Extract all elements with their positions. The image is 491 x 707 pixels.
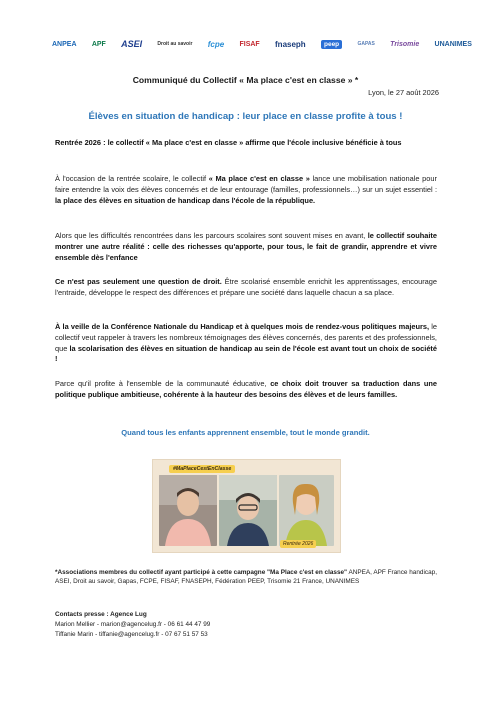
- logo-unanimes: [435, 41, 472, 48]
- p5-bold-1: À la veille de la Conférence Nationale du Handicap et à quelques mois de rendez-vous politiques majeurs,: [55, 322, 430, 331]
- contact-line-1: Marion Mellier - marion@agencelug.fr - 06 61 44 47 99: [55, 620, 211, 628]
- press-contacts: [55, 610, 210, 639]
- logo-droit-au-savoir: [157, 41, 192, 47]
- footnote-bold: *Associations membres du collectif ayant participé à cette campagne "Ma Place c'est en classe": [55, 569, 348, 576]
- p4-text-1: Être scolarisé ensemble enrichit les apprentissages, encourage l'entraide, développe le respect des différences et prépare une société dans laquelle chacun a sa place.: [55, 277, 437, 297]
- logo-asei-text: ASEI: [121, 39, 143, 49]
- p4-bold-1: Ce n'est pas seulement une question de droit.: [55, 277, 222, 286]
- paragraph-rights: [55, 277, 437, 299]
- logo-fnaseph-text: fnaseph: [275, 39, 306, 49]
- photo-child-2-image: [219, 475, 277, 546]
- photo-child-1-image: [159, 475, 217, 546]
- p6-text-1: Parce qu'il profite à l'ensemble de la communauté éducative,: [55, 379, 271, 388]
- p2-text-2: lance une mobilisation nationale pour faire entendre la voix des élèves concernés et de leur entourage (familles, professionnels…) sur un sujet essentiel :: [55, 174, 437, 194]
- logo-trisomie: [390, 41, 419, 48]
- photo-child-3: [279, 475, 334, 546]
- rentree-badge: Rentrée 2026: [280, 540, 316, 548]
- photo-child-3-image: [279, 475, 334, 546]
- logo-anpea-text: ANPEA: [52, 40, 77, 48]
- paragraph-policy: [55, 379, 437, 401]
- footnote-text: ANPEA, APF France handicap, ASEI, Droit au savoir, Gapas, FCPE, FISAF, FNASEPH, Fédération PEEP, Trisomie 21 France, UNANIMES: [55, 569, 437, 586]
- logo-apf: [92, 41, 106, 48]
- footnote: [55, 568, 445, 587]
- press-date: Lyon, le 27 août 2026: [368, 88, 439, 97]
- partner-logos: [52, 34, 472, 54]
- paragraph-intro: [55, 138, 437, 149]
- p2-bold-1: « Ma place c'est en classe »: [208, 174, 310, 183]
- p3-text-1: Alors que les difficultés rencontrées dans les parcours scolaires sont souvent mises en avant,: [55, 231, 368, 240]
- p2-text-1: À l'occasion de la rentrée scolaire, le collectif: [55, 174, 209, 183]
- photo-child-1: [159, 475, 217, 546]
- logo-fisaf: [239, 41, 259, 48]
- logo-fisaf-text: FISAF: [239, 40, 260, 48]
- headline: Élèves en situation de handicap : leur place en classe profite à tous !: [88, 111, 403, 122]
- logo-trisomie-text: Trisomie: [390, 40, 420, 48]
- logo-fcpe-text: fcpe: [207, 39, 225, 49]
- p3-bold-1: le collectif souhaite montrer une autre réalité : celle des richesses qu'apporte, pour tous, le fait de grandir, apprendre et vivre ensemble dès l'enfance: [55, 231, 438, 262]
- campaign-hashtag: #MaPlaceCestEnClasse: [169, 465, 235, 473]
- logo-apf-text: APF: [91, 40, 106, 48]
- page-title: Communiqué du Collectif « Ma place c'est en classe » *: [132, 75, 359, 85]
- logo-gapas: [357, 41, 374, 47]
- logo-fnaseph: [275, 40, 306, 49]
- p5-bold-2: la scolarisation des élèves en situation de handicap au sein de l'école est avant tout un choix de société !: [55, 343, 438, 364]
- paragraph-reality: [55, 231, 437, 263]
- p2-bold-2: la place des élèves en situation de handicap dans l'école de la république.: [55, 195, 316, 205]
- contact-line-2: Tiffanie Marin - tiffanie@agencelug.fr - 07 67 51 57 53: [55, 630, 208, 638]
- p5-text-1: le collectif veut rappeler à travers les nombreux témoignages des élèves concernés, des parents et des professionnels, que: [55, 322, 437, 353]
- contacts-heading: Contacts presse : Agence Lug: [55, 611, 147, 618]
- intro-bold: Rentrée 2026 : le collectif « Ma place c'est en classe » affirme que l'école inclusive bénéficie à tous: [55, 138, 402, 147]
- tagline: Quand tous les enfants apprennent ensemble, tout le monde grandit.: [121, 428, 370, 437]
- logo-anpea: [52, 41, 77, 48]
- paragraph-rentree: [55, 174, 437, 206]
- logo-gapas-text: GAPAS: [357, 41, 375, 47]
- logo-droit-au-savoir-text: Droit au savoir: [157, 41, 193, 47]
- campaign-photo-panel: [152, 459, 341, 553]
- photo-child-2: [219, 475, 277, 546]
- logo-asei: [121, 39, 142, 49]
- paragraph-conference: [55, 322, 437, 365]
- logo-fcpe: [208, 40, 224, 49]
- logo-peep-text: peep: [321, 40, 342, 49]
- logo-unanimes-text: UNANIMES: [434, 40, 472, 48]
- p6-bold-1: ce choix doit trouver sa traduction dans une politique publique ambitieuse, cohérente à la hauteur des besoins des élèves et de leurs familles.: [55, 379, 437, 399]
- logo-peep: [321, 40, 342, 49]
